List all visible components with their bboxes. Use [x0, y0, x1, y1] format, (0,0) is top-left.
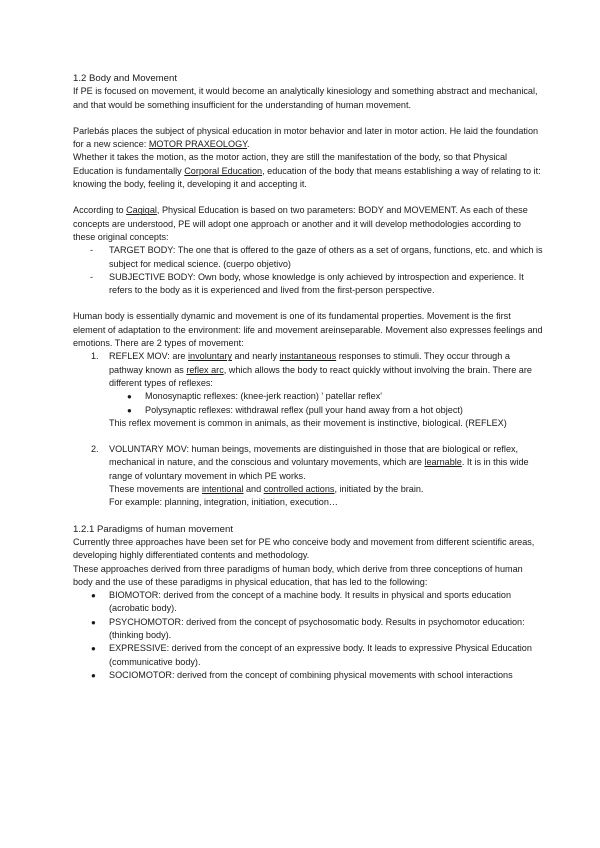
document-page: [73, 72, 543, 682]
paragraph-human-body: Human body is essentially dynamic and movement is one of its fundamental properties. Movement is the first element of adaptation to the environment: life and movement areinseparable. Movement also expresses feelings and emotions. There are 2 types of movement:: [73, 311, 543, 349]
motor-praxeology-term: MOTOR PRAXEOLOGY: [148, 139, 248, 150]
list-item: ● Monosynaptic reflexes: (knee-jerk reaction) ' patellar reflex': [145, 390, 543, 403]
paragraph-paradigms: These approaches derived from three paradigms of human body, which derive from three conceptions of human body and the use of these paradigms in physical education, that has led to the following:: [73, 563, 523, 587]
bullet-marker: ●: [91, 670, 96, 680]
paragraph-intro: If PE is focused on movement, it would become an analytically kinesiology and something abstract and mechanical, and that would be something insufficient for the understanding of human movement.: [73, 86, 538, 110]
paragraph-parlebas: Parlebás places the subject of physical education in motor behavior and later in motor action. He laid the foundation for a new science: MOTOR PRAXEOLOGY.: [73, 125, 539, 150]
number-marker: 2.: [91, 444, 99, 455]
list-item: ● Polysynaptic reflexes: withdrawal reflex (pull your hand away from a hot object): [145, 404, 543, 417]
reflex-types-list: [109, 390, 543, 417]
dash-marker: -: [90, 271, 94, 282]
list-item: - TARGET BODY: The one that is offered to the gaze of others as a set of organs, functions, etc. and which is subject for medical science. (cuerpo objetivo): [90, 245, 543, 269]
list-item: ● PSYCHOMOTOR: derived from the concept of psychosomatic body. Results in psychomotor education: (thinking body).: [91, 616, 525, 640]
movement-types-list: [73, 350, 543, 509]
list-item: - SUBJECTIVE BODY: Own body, whose knowledge is only achieved by introspection and experience. It refers to the body as it is experienced and lived from the first-person perspective.: [90, 271, 524, 296]
paragraph-cagigal: According to Cagigal, Physical Education is based on two parameters: BODY and MOVEMENT. As each of these concepts are understood, PE will adopt one approach or another and it will develop methodologies according to these original concepts:: [73, 205, 528, 242]
section-heading-paradigms: 1.2.1 Paradigms of human movement: [73, 523, 233, 535]
list-item-reflex: 1. REFLEX MOV: are involuntary and nearly instantaneous responses to stimuli. They occur through a pathway known as reflex arc, which allows the body to react quickly without involving the brain. There are different types of reflexes: ● Monosynaptic reflexes: (knee-jerk reaction) ' patellar reflex' ● Polysynaptic reflexes: withdrawal reflex (pull your hand away from a hot object) This reflex movement is common in animals, as their movement is instinctive, biological. (REFLEX): [109, 350, 543, 443]
list-item: ● EXPRESSIVE: derived from the concept of an expressive body. It leads to expressive Physical Education (communicative body).: [91, 643, 532, 667]
paragraph-corporal-education: Whether it takes the motion, as the motor action, they are still the manifestation of the body, so that Physical Education is fundamentally Corporal Education, education of the body that means establishing a way of relating to it: knowing the body, feeling it, developing it and accepting it.: [73, 152, 541, 190]
list-item-voluntary: 2. VOLUNTARY MOV: human beings, movements are distinguished in those that are biological or reflex, mechanical in nature, and the conscious and voluntary movements, which are learnable. It is in this wide range of voluntary movement in which PE works. These movements are intentional and controlled actions, initiated by the brain. For example: planning, integration, initiation, execution…: [91, 444, 529, 508]
section-heading-body-movement: 1.2 Body and Movement: [73, 73, 177, 84]
bullet-marker: ●: [91, 644, 96, 654]
list-item: ● SOCIOMOTOR: derived from the concept of combining physical movements with school interactions: [109, 669, 543, 682]
dash-marker: -: [90, 245, 94, 256]
list-item: ● BIOMOTOR: derived from the concept of a machine body. It results in physical and sports education (acrobatic body).: [91, 590, 512, 614]
number-marker: 1.: [91, 351, 99, 362]
paradigms-list: [73, 589, 543, 682]
bullet-marker: ●: [91, 617, 96, 627]
bullet-marker: ●: [91, 591, 96, 601]
bullet-marker: ●: [127, 392, 132, 402]
paragraph-approaches: Currently three approaches have been set for PE who conceive body and movement from different scientific areas, developing highly differentiated contents and methodology.: [73, 536, 535, 561]
cagigal-term: Cagigal: [126, 205, 157, 216]
reflex-note: This reflex movement is common in animals, as their movement is instinctive, biological. (REFLEX): [109, 417, 507, 428]
corporal-education-term: Corporal Education: [184, 165, 263, 176]
bullet-marker: ●: [127, 405, 132, 415]
body-types-list: [73, 244, 543, 297]
